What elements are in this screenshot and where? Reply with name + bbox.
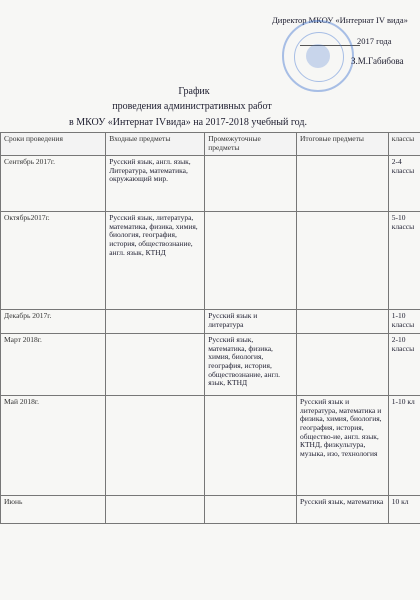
table-row <box>1 496 420 524</box>
cell-final: Русский язык и литература, математика и физика, химия, биология, география, история, общество-ие, англ. язык, КТНД, физкультура, музыка, изо, технология <box>296 396 388 496</box>
cell-period: Март 2018г. <box>1 334 106 396</box>
table-row <box>1 310 420 334</box>
cell-entry: Русский язык, литература, математика, физика, химия, биология, география, история, обществознание, англ. язык, КТНД <box>106 212 205 310</box>
cell-period: Июнь <box>1 496 106 524</box>
cell-entry <box>106 396 205 496</box>
header-mid: Промежуточные предметы <box>205 133 297 156</box>
table-row <box>1 212 420 310</box>
cell-classes: 2-10 классы <box>388 334 420 396</box>
cell-final <box>296 156 388 212</box>
cell-period: Октябрь2017г. <box>1 212 106 310</box>
table-header-row <box>1 133 420 156</box>
cell-period: Сентябрь 2017г. <box>1 156 106 212</box>
cell-mid: Русский язык и литература <box>205 310 297 334</box>
table-row <box>1 396 420 496</box>
schedule-table <box>0 132 420 524</box>
header-classes: классы <box>388 133 420 156</box>
document-subtitle-school: в МКОУ «Интернат IVвида» на 2017-2018 учебный год. <box>69 117 307 128</box>
cell-classes: 2-4 классы <box>388 156 420 212</box>
cell-final: Русский язык, математика <box>296 496 388 524</box>
official-stamp <box>282 20 354 92</box>
cell-mid: Русский язык, математика, физика, химия, биология, география, история, обществознание, англ. язык, КТНД <box>205 334 297 396</box>
header-entry: Входные предметы <box>106 133 205 156</box>
cell-entry <box>106 310 205 334</box>
table-row <box>1 334 420 396</box>
cell-final <box>296 334 388 396</box>
cell-classes: 10 кл <box>388 496 420 524</box>
document-subtitle: проведения административных работ <box>112 101 272 112</box>
cell-mid <box>205 156 297 212</box>
cell-entry <box>106 496 205 524</box>
approval-signature: З.М.Габибова <box>351 56 404 66</box>
header-period: Сроки проведения <box>1 133 106 156</box>
cell-final <box>296 310 388 334</box>
table-row <box>1 156 420 212</box>
cell-mid <box>205 396 297 496</box>
cell-classes: 1-10 классы <box>388 310 420 334</box>
header-final: Итоговые предметы <box>296 133 388 156</box>
cell-entry: Русский язык, англ. язык, Литература, математика, окружающий мир. <box>106 156 205 212</box>
document-title: График <box>178 86 210 97</box>
cell-period: Декабрь 2017г. <box>1 310 106 334</box>
cell-mid <box>205 496 297 524</box>
cell-classes: 5-10 классы <box>388 212 420 310</box>
cell-entry <box>106 334 205 396</box>
cell-classes: 1-10 кл <box>388 396 420 496</box>
approval-year: 2017 года <box>357 36 392 46</box>
cell-mid <box>205 212 297 310</box>
cell-period: Май 2018г. <box>1 396 106 496</box>
approval-director: Директор МКОУ «Интернат IV вида» <box>272 15 408 25</box>
cell-final <box>296 212 388 310</box>
